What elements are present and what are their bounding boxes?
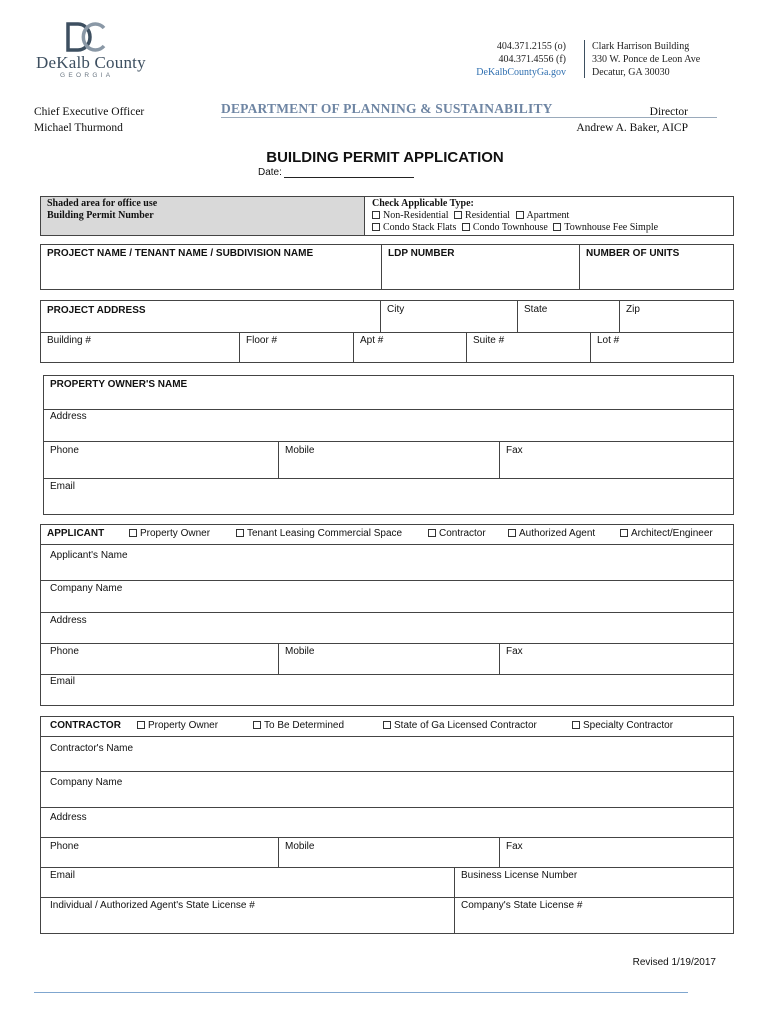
checkbox-condo-townhouse[interactable]	[462, 223, 470, 231]
option-label: To Be Determined	[264, 720, 345, 731]
option-label: Property Owner	[148, 720, 219, 731]
applicant-option-tenant-leasing[interactable]	[236, 528, 402, 539]
logo-subtitle: GEORGIA	[60, 72, 114, 79]
type-condo-townhouse: Condo Townhouse	[472, 222, 548, 233]
office-use-label	[47, 198, 157, 222]
checkbox-condo-stack-flats[interactable]	[372, 223, 380, 231]
company-license-label: Company's State License #	[461, 900, 583, 911]
checkbox-icon	[383, 721, 391, 729]
owner-divider-fax	[499, 441, 500, 478]
contractor-row-divider-4	[40, 837, 734, 838]
applicable-type-group	[372, 198, 658, 234]
office-divider	[364, 196, 365, 236]
footer-rule	[34, 992, 688, 993]
applicant-email-label: Email	[50, 676, 76, 687]
applicant-box	[40, 524, 734, 706]
project-name-divider-2	[579, 244, 580, 290]
number-of-units-label: NUMBER OF UNITS	[586, 248, 680, 259]
contractor-divider-license	[454, 867, 455, 934]
checkbox-apartment[interactable]	[516, 211, 524, 219]
suite-number-label: Suite #	[473, 335, 505, 346]
ldp-number-label: LDP NUMBER	[388, 248, 455, 259]
apt-number-label: Apt #	[360, 335, 384, 346]
applicable-type-heading: Check Applicable Type:	[372, 198, 474, 209]
state-label: State	[524, 304, 548, 315]
contractor-option-to-be-determined[interactable]	[253, 720, 344, 731]
applicant-row-divider-4	[40, 643, 734, 644]
number-of-units-field[interactable]	[581, 262, 732, 288]
individual-license-label: Individual / Authorized Agent's State License #	[50, 900, 255, 911]
floor-number-label: Floor #	[246, 335, 278, 346]
contact-address	[592, 40, 700, 79]
applicant-mobile-label: Mobile	[285, 646, 315, 657]
applicant-heading: APPLICANT	[47, 528, 105, 539]
revision-date: Revised 1/19/2017	[632, 957, 716, 968]
director-name: Andrew A. Baker, AICP	[576, 122, 688, 134]
project-name-field[interactable]	[42, 262, 379, 288]
contractor-fax-label: Fax	[506, 841, 523, 852]
owner-mobile-label: Mobile	[285, 445, 315, 456]
zip-label: Zip	[626, 304, 640, 315]
permit-number-label: Building Permit Number	[47, 210, 154, 221]
building-name: Clark Harrison Building	[592, 41, 690, 52]
owner-address-label: Address	[50, 411, 87, 422]
type-apartment: Apartment	[526, 210, 570, 221]
ceo-title: Chief Executive Officer	[34, 106, 145, 118]
checkbox-icon	[236, 529, 244, 537]
applicant-row-divider-2	[40, 580, 734, 581]
applicant-row-divider-1	[40, 544, 734, 545]
address-divider-state	[517, 300, 518, 332]
checkbox-icon	[137, 721, 145, 729]
applicant-divider-fax	[499, 643, 500, 674]
contractor-option-specialty[interactable]	[572, 720, 673, 731]
applicant-option-property-owner[interactable]	[129, 528, 210, 539]
owner-row-divider-2	[43, 441, 734, 442]
option-label: Architect/Engineer	[631, 528, 713, 539]
contractor-row-divider-5	[40, 867, 734, 868]
option-label: Tenant Leasing Commercial Space	[247, 528, 403, 539]
address-divider-zip	[619, 300, 620, 332]
applicant-row-divider-3	[40, 612, 734, 613]
project-name-divider-1	[381, 244, 382, 290]
contractor-mobile-label: Mobile	[285, 841, 315, 852]
type-non-residential: Non-Residential	[383, 210, 449, 221]
applicant-company-label: Company Name	[50, 583, 123, 594]
department-rule	[221, 117, 717, 118]
dekalb-logo-mark-icon	[66, 22, 106, 52]
contractor-row-divider-6	[40, 897, 734, 898]
owner-row-divider-3	[43, 478, 734, 479]
type-condo-stack-flats: Condo Stack Flats	[383, 222, 457, 233]
contractor-address-label: Address	[50, 812, 87, 823]
option-label: Specialty Contractor	[583, 720, 674, 731]
contractor-name-label: Contractor's Name	[50, 743, 134, 754]
contractor-email-label: Email	[50, 870, 76, 881]
contractor-row-divider-1	[40, 736, 734, 737]
owner-divider-mobile	[278, 441, 279, 478]
city-address: Decatur, GA 30030	[592, 67, 670, 78]
owner-fax-label: Fax	[506, 445, 523, 456]
city-label: City	[387, 304, 405, 315]
checkbox-townhouse-fee-simple[interactable]	[553, 223, 561, 231]
applicant-option-authorized-agent[interactable]	[508, 528, 595, 539]
applicant-row-divider-5	[40, 674, 734, 675]
contact-numbers	[476, 40, 566, 79]
checkbox-non-residential[interactable]	[372, 211, 380, 219]
applicant-fax-label: Fax	[506, 646, 523, 657]
contractor-row-divider-2	[40, 771, 734, 772]
type-townhouse-fee-simple: Townhouse Fee Simple	[564, 222, 659, 233]
project-address-label: PROJECT ADDRESS	[47, 305, 146, 316]
fax-number: 404.371.4556 (f)	[498, 54, 566, 65]
project-address-row-divider	[40, 332, 734, 333]
owner-row-divider-1	[43, 409, 734, 410]
office-phone: 404.371.2155 (o)	[496, 41, 566, 52]
contractor-company-label: Company Name	[50, 777, 123, 788]
option-label: Property Owner	[140, 528, 211, 539]
option-label: State of Ga Licensed Contractor	[394, 720, 537, 731]
contractor-divider-fax	[499, 837, 500, 867]
option-label: Contractor	[439, 528, 486, 539]
date-field[interactable]	[284, 177, 414, 178]
lot-number-label: Lot #	[597, 335, 620, 346]
checkbox-icon	[129, 529, 137, 537]
applicant-option-contractor[interactable]	[428, 528, 486, 539]
checkbox-residential[interactable]	[454, 211, 462, 219]
address-divider-apt	[353, 332, 354, 363]
contractor-heading: CONTRACTOR	[50, 720, 121, 731]
logo-wordmark: DeKalb County	[36, 53, 146, 72]
option-label: Authorized Agent	[519, 528, 596, 539]
street-address: 330 W. Ponce de Leon Ave	[592, 54, 701, 65]
address-divider-lot	[590, 332, 591, 363]
address-divider-floor	[239, 332, 240, 363]
property-owner-name-label: PROPERTY OWNER'S NAME	[50, 379, 188, 390]
business-license-label: Business License Number	[461, 870, 578, 881]
type-residential: Residential	[465, 210, 511, 221]
department-heading: DEPARTMENT OF PLANNING & SUSTAINABILITY	[221, 101, 553, 116]
owner-email-label: Email	[50, 481, 76, 492]
checkbox-icon	[508, 529, 516, 537]
applicant-divider-mobile	[278, 643, 279, 674]
checkbox-icon	[253, 721, 261, 729]
applicant-address-label: Address	[50, 615, 87, 626]
contact-divider	[584, 40, 585, 78]
website-link[interactable]: DeKalbCountyGa.gov	[476, 67, 566, 78]
contractor-divider-mobile	[278, 837, 279, 867]
property-owner-box	[43, 375, 734, 515]
page-title: BUILDING PERMIT APPLICATION	[266, 149, 504, 166]
applicant-option-architect-engineer[interactable]	[620, 528, 713, 539]
checkbox-icon	[620, 529, 628, 537]
owner-phone-label: Phone	[50, 445, 79, 456]
contractor-option-property-owner[interactable]	[137, 720, 218, 731]
contractor-option-state-licensed[interactable]	[383, 720, 537, 731]
contractor-row-divider-3	[40, 807, 734, 808]
checkbox-icon	[572, 721, 580, 729]
address-divider-city	[380, 300, 381, 332]
project-name-label: PROJECT NAME / TENANT NAME / SUBDIVISION NAME	[47, 248, 314, 259]
director-title: Director	[649, 106, 688, 118]
applicant-phone-label: Phone	[50, 646, 79, 657]
address-divider-suite	[466, 332, 467, 363]
ldp-number-field[interactable]	[383, 262, 577, 288]
building-number-label: Building #	[47, 335, 91, 346]
checkbox-icon	[428, 529, 436, 537]
contractor-phone-label: Phone	[50, 841, 79, 852]
ceo-name: Michael Thurmond	[34, 122, 123, 134]
applicant-name-label: Applicant's Name	[50, 550, 128, 561]
office-use-note: Shaded area for office use	[47, 198, 158, 209]
date-label: Date:	[258, 167, 282, 178]
